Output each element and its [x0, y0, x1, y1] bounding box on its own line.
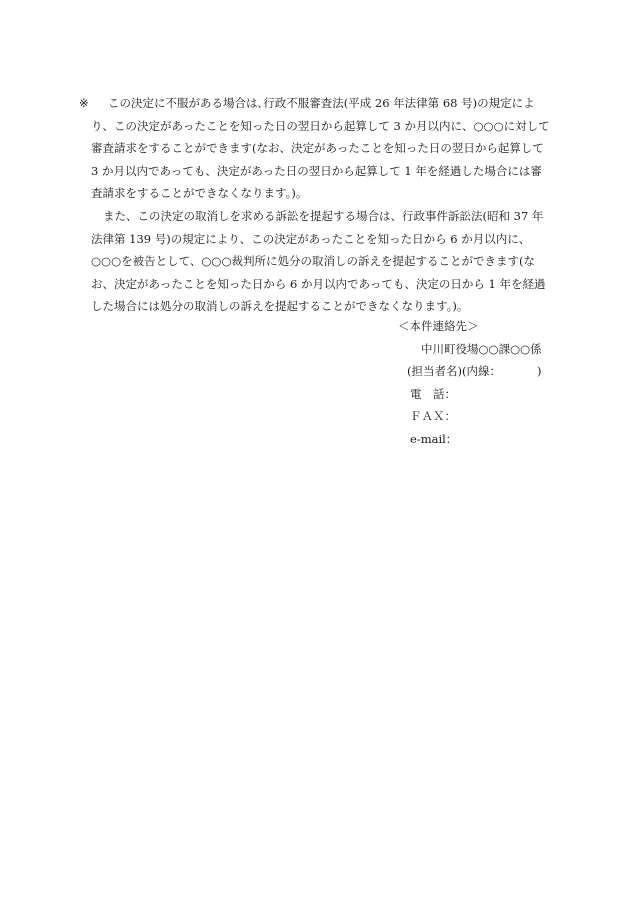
contact-tel: 電 話： — [410, 386, 456, 401]
contact-email: e-mail： — [410, 431, 458, 446]
notice-paragraph-review — [80, 92, 550, 205]
contact-person-label: (担当者名)(内線： — [407, 364, 501, 379]
contact-person-close: ) — [536, 364, 542, 379]
notice-paragraph-lawsuit: また、この決定の取消しを求める訴訟を提起する場合は、行政事件訴訟法(昭和 37 年法律第 139 号)の規定により、この決定があったことを知った日から 6 か月以内に、○○○を被告として、○○○裁判所に処分の取消しの訴えを提起することができます(なお、決定があったことを知った日から 6 か月以内であっても、決定の日から 1 年を経過した場合には処分の取消しの訴えを提起することができなくなります。)。 — [91, 208, 546, 314]
notice-paragraph-review-text: この決定に不服がある場合は､行政不服審査法(平成 26 年法律第 68 号)の規定により、この決定があったことを知った日の翌日から起算して 3 か月以内に、○○○に対して審査請求をすることができます(なお、決定があったことを知った日の翌日から起算して 3 か月以内であっても、決定があった日の翌日から起算して 1 年を経過した場合には審査請求をすることができなくなります。)。 — [91, 96, 550, 201]
contact-fax: ＦＡＸ： — [410, 409, 456, 424]
contact-office: 中川町役場○○課○○係 — [421, 341, 542, 356]
reference-mark: ※ — [79, 96, 89, 110]
objection-notice — [80, 92, 550, 318]
contact-person-line — [398, 360, 558, 383]
contact-block — [398, 315, 558, 451]
contact-heading: ＜本件連絡先＞ — [398, 319, 479, 333]
